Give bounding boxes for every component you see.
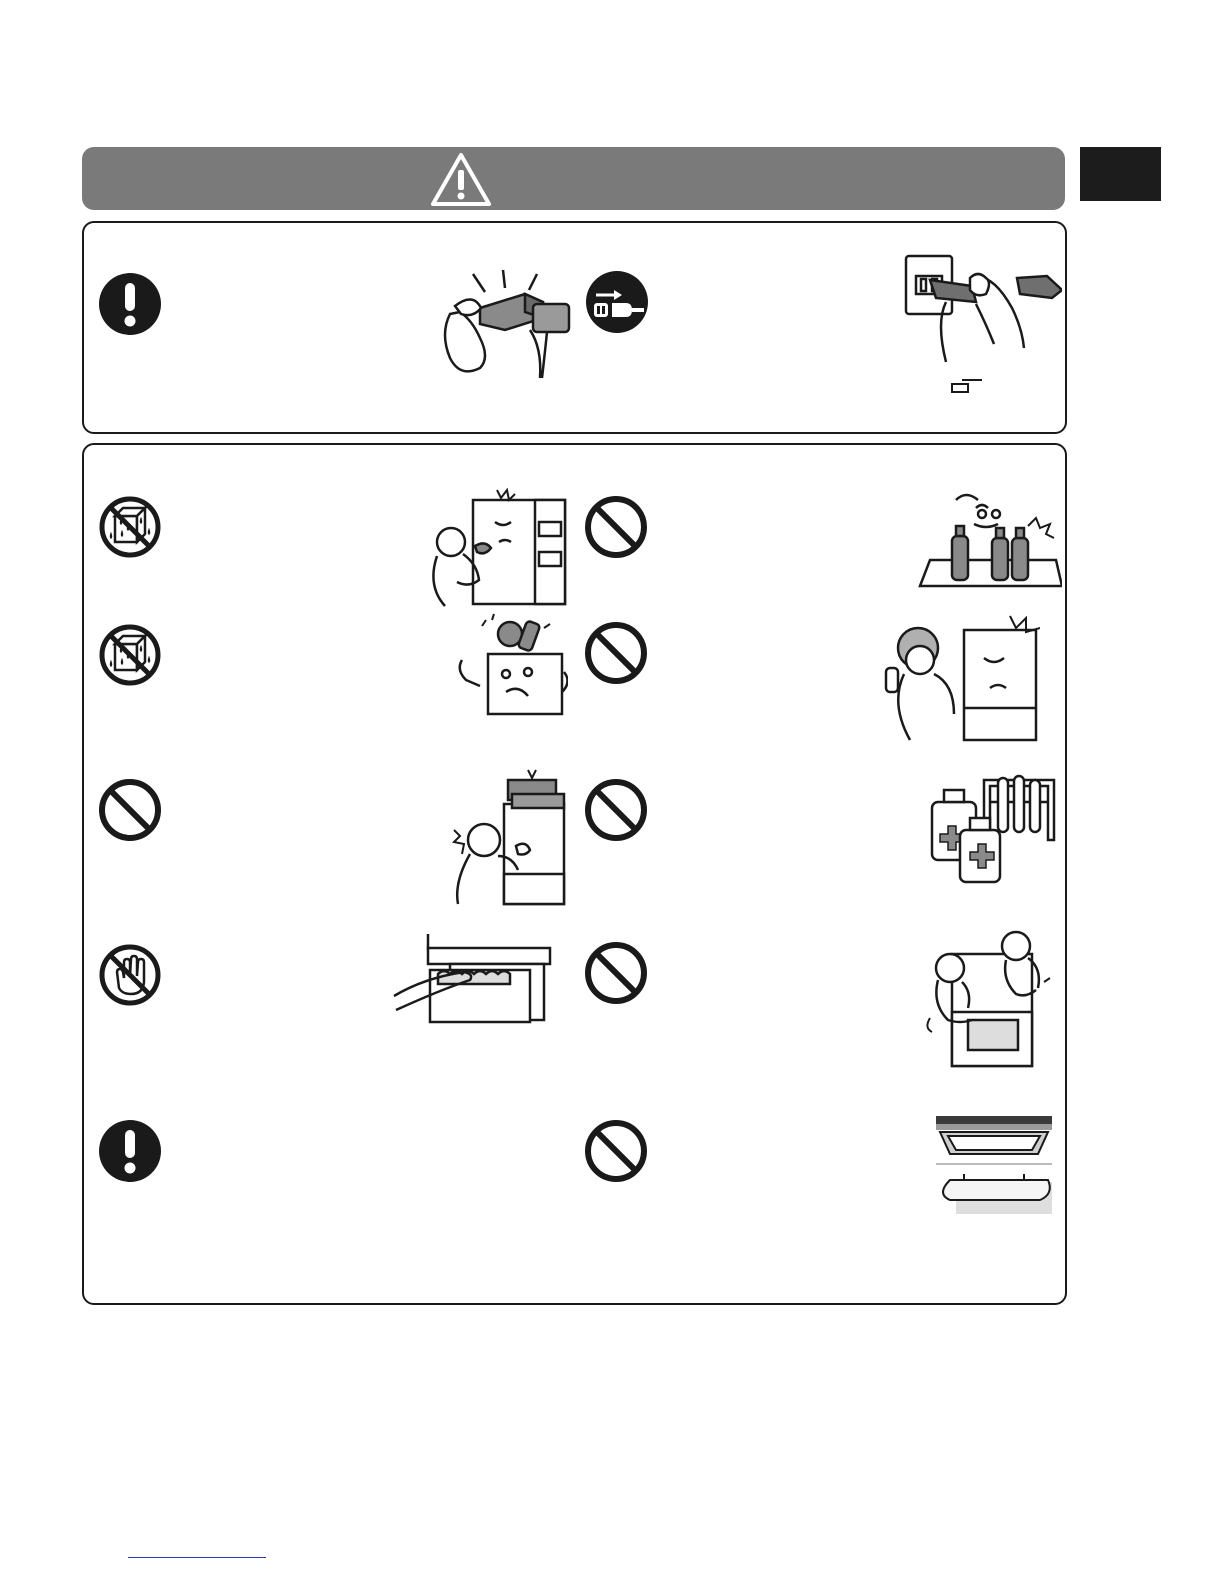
prohibition-icon <box>583 494 649 560</box>
unplug-mandatory-icon <box>584 269 650 335</box>
warning-triangle-icon <box>430 152 492 208</box>
no-touch-hand-icon <box>97 942 163 1008</box>
warning-header-bar <box>82 147 1065 210</box>
prohibition-icon <box>583 1118 649 1184</box>
section-tab <box>1080 147 1161 201</box>
footer-link-underline <box>128 1557 266 1558</box>
prohibition-icon <box>97 777 163 843</box>
woman-opening-fridge-illustration <box>415 482 571 608</box>
no-water-splash-icon <box>97 494 163 560</box>
prohibition-icon <box>583 620 649 686</box>
no-water-splash-icon <box>97 622 163 688</box>
objects-on-top-of-fridge-illustration <box>452 612 568 716</box>
glass-shelf-illustration <box>934 1114 1054 1216</box>
heavy-items-on-top-illustration <box>440 766 570 906</box>
bottles-on-shelf-illustration <box>916 486 1062 592</box>
clean-power-plug-illustration <box>425 268 577 384</box>
prohibition-icon <box>583 777 649 843</box>
exclamation-mandatory-icon <box>97 271 163 337</box>
hair-spray-near-fridge-illustration <box>860 608 1040 744</box>
prohibition-icon <box>583 940 649 1006</box>
exclamation-mandatory-icon <box>97 1118 163 1184</box>
unplug-from-outlet-illustration <box>902 248 1062 402</box>
children-climbing-illustration <box>912 922 1054 1068</box>
hand-in-freezer-drawer-illustration <box>390 930 552 1026</box>
medicines-storage-illustration <box>920 764 1060 884</box>
